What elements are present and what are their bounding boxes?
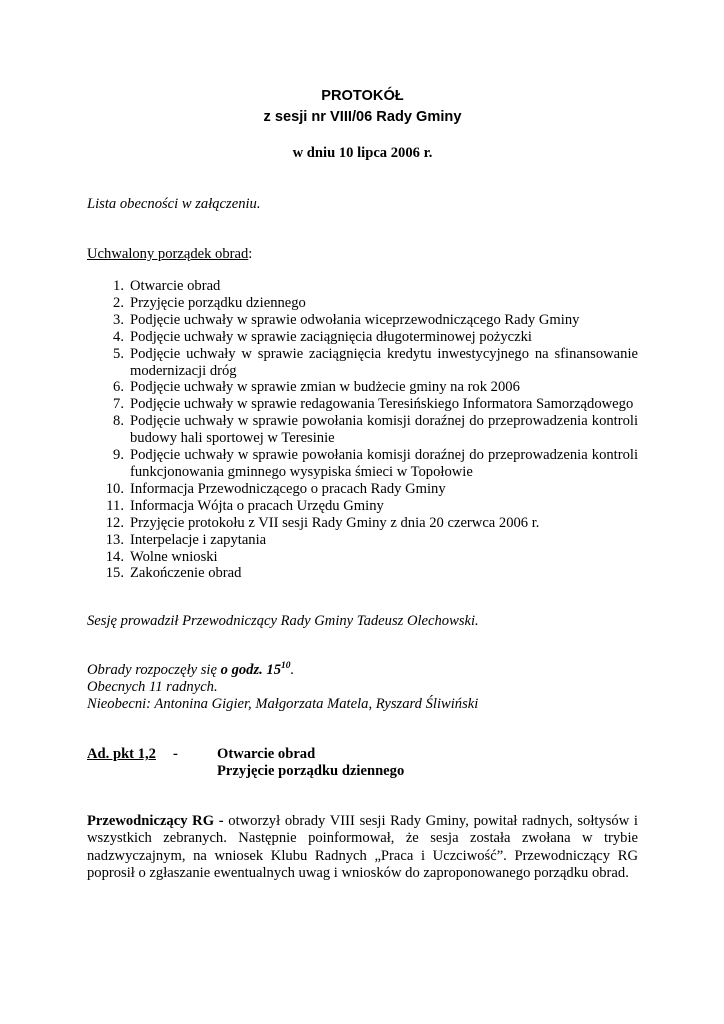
agenda-item: [87, 481, 638, 498]
agenda-item-text: Wolne wnioski: [130, 548, 218, 565]
paragraph-lead: Przewodniczący RG -: [87, 813, 229, 829]
section-dash: -: [173, 746, 178, 762]
agenda-item-text: Podjęcie uchwały w sprawie powołania komisji doraźnej do przeprowadzenia kontroli funkcjonowania gminnego wysypiska śmieci w Topołowie: [130, 447, 638, 480]
agenda-item-number: 11.: [106, 497, 124, 514]
agenda-item: [87, 413, 638, 447]
agenda-heading: [87, 246, 252, 263]
agenda-item-text: Podjęcie uchwały w sprawie zmian w budżecie gminy na rok 2006: [130, 379, 520, 396]
session-start-minutes: 10: [281, 661, 291, 672]
present-count: Obecnych 11 radnych.: [87, 679, 218, 696]
agenda-item-number: 2.: [113, 294, 124, 311]
session-start: [87, 662, 478, 679]
session-info: [87, 662, 478, 714]
agenda-item-text: Podjęcie uchwały w sprawie powołania komisji doraźnej do przeprowadzenia kontroli budowy hali sportowej w Teresinie: [130, 413, 638, 447]
absent-list: Nieobecni: Antonina Gigier, Małgorzata Matela, Ryszard Śliwiński: [87, 696, 479, 713]
agenda-item-text: Przyjęcie porządku dziennego: [130, 294, 306, 311]
agenda-item-number: 5.: [113, 345, 124, 362]
agenda-item: [87, 295, 638, 312]
section-title-2: Przyjęcie porządku dziennego: [217, 763, 405, 779]
document-subtitle: z sesji nr VIII/06 Rady Gminy: [263, 109, 462, 125]
chair-note: Sesję prowadził Przewodniczący Rady Gminy Tadeusz Olechowski.: [87, 613, 479, 629]
agenda-item-number: 13.: [105, 531, 124, 548]
session-start-suffix: .: [290, 662, 295, 678]
session-start-prefix: Obrady rozpoczęły się: [87, 662, 221, 678]
agenda-item-text: Podjęcie uchwały w sprawie zaciągnięcia kredytu inwestycyjnego na sfinansowanie modernizacji dróg: [130, 345, 638, 379]
document-title: PROTOKÓŁ: [321, 88, 404, 104]
agenda-item: [87, 515, 638, 532]
agenda-item-number: 3.: [113, 311, 124, 328]
session-start-time: [221, 662, 291, 678]
agenda-item-text: Informacja Przewodniczącego o pracach Rady Gminy: [130, 480, 446, 497]
session-start-hour: o godz. 15: [220, 662, 282, 678]
agenda-item-number: 8.: [113, 413, 124, 430]
section-label: Ad. pkt 1,2: [87, 746, 156, 762]
agenda-item: [87, 565, 638, 582]
agenda-item-number: 6.: [113, 379, 124, 396]
agenda-item: [87, 447, 638, 481]
document-header: [87, 86, 638, 128]
agenda-item: [87, 532, 638, 549]
attendance-note: Lista obecności w załączeniu.: [87, 196, 261, 212]
agenda-item: [87, 346, 638, 380]
agenda-item-number: 14.: [105, 548, 124, 565]
agenda-item-number: 12.: [105, 514, 124, 531]
agenda-item-text: Otwarcie obrad: [130, 278, 221, 294]
agenda-item: [87, 379, 638, 396]
agenda-item-number: 10.: [105, 480, 124, 497]
agenda-item: [87, 312, 638, 329]
agenda-item: [87, 278, 638, 295]
agenda-item: [87, 396, 638, 413]
agenda-item-text: Zakończenie obrad: [130, 565, 242, 582]
agenda-item-text: Podjęcie uchwały w sprawie redagowania Teresińskiego Informatora Samorządowego: [130, 396, 634, 413]
session-date: w dniu 10 lipca 2006 r.: [292, 145, 433, 161]
agenda-item: [87, 498, 638, 515]
agenda-heading-text: Uchwalony porządek obrad: [87, 246, 249, 262]
agenda-item-text: Informacja Wójta o pracach Urzędu Gminy: [130, 497, 384, 514]
agenda-item-text: Przyjęcie protokołu z VII sesji Rady Gminy z dnia 20 czerwca 2006 r.: [130, 514, 540, 531]
agenda-item-number: 1.: [113, 278, 124, 294]
agenda-list: [87, 278, 638, 582]
agenda-item-number: 9.: [113, 447, 124, 464]
paragraph-text: otworzył obrady VIII sesji Rady Gminy, powitał radnych, sołtysów i wszystkich zebranych. Następnie poinformował, że sesja została zwołana w trybie nadzwyczajnym, na wniosek Klubu Radnych „Praca i Uczciwość”. Przewodniczący RG poprosił o zgłaszanie ewentualnych uwag i wniosków do zaproponowanego porządku obrad.: [87, 813, 638, 882]
section-title-1: Otwarcie obrad: [217, 746, 316, 762]
section-titles: [217, 746, 404, 780]
agenda-item-number: 15.: [105, 565, 124, 582]
section-paragraph: [87, 813, 638, 883]
agenda-item-number: 7.: [113, 396, 124, 413]
agenda-item: [87, 329, 638, 346]
agenda-item-text: Interpelacje i zapytania: [130, 531, 267, 548]
agenda-item-text: Podjęcie uchwały w sprawie zaciągnięcia długoterminowej pożyczki: [130, 328, 532, 345]
agenda-item-text: Podjęcie uchwały w sprawie odwołania wiceprzewodniczącego Rady Gminy: [130, 311, 580, 328]
agenda-heading-colon: :: [248, 246, 253, 262]
agenda-item: [87, 549, 638, 566]
agenda-item-number: 4.: [113, 328, 124, 345]
